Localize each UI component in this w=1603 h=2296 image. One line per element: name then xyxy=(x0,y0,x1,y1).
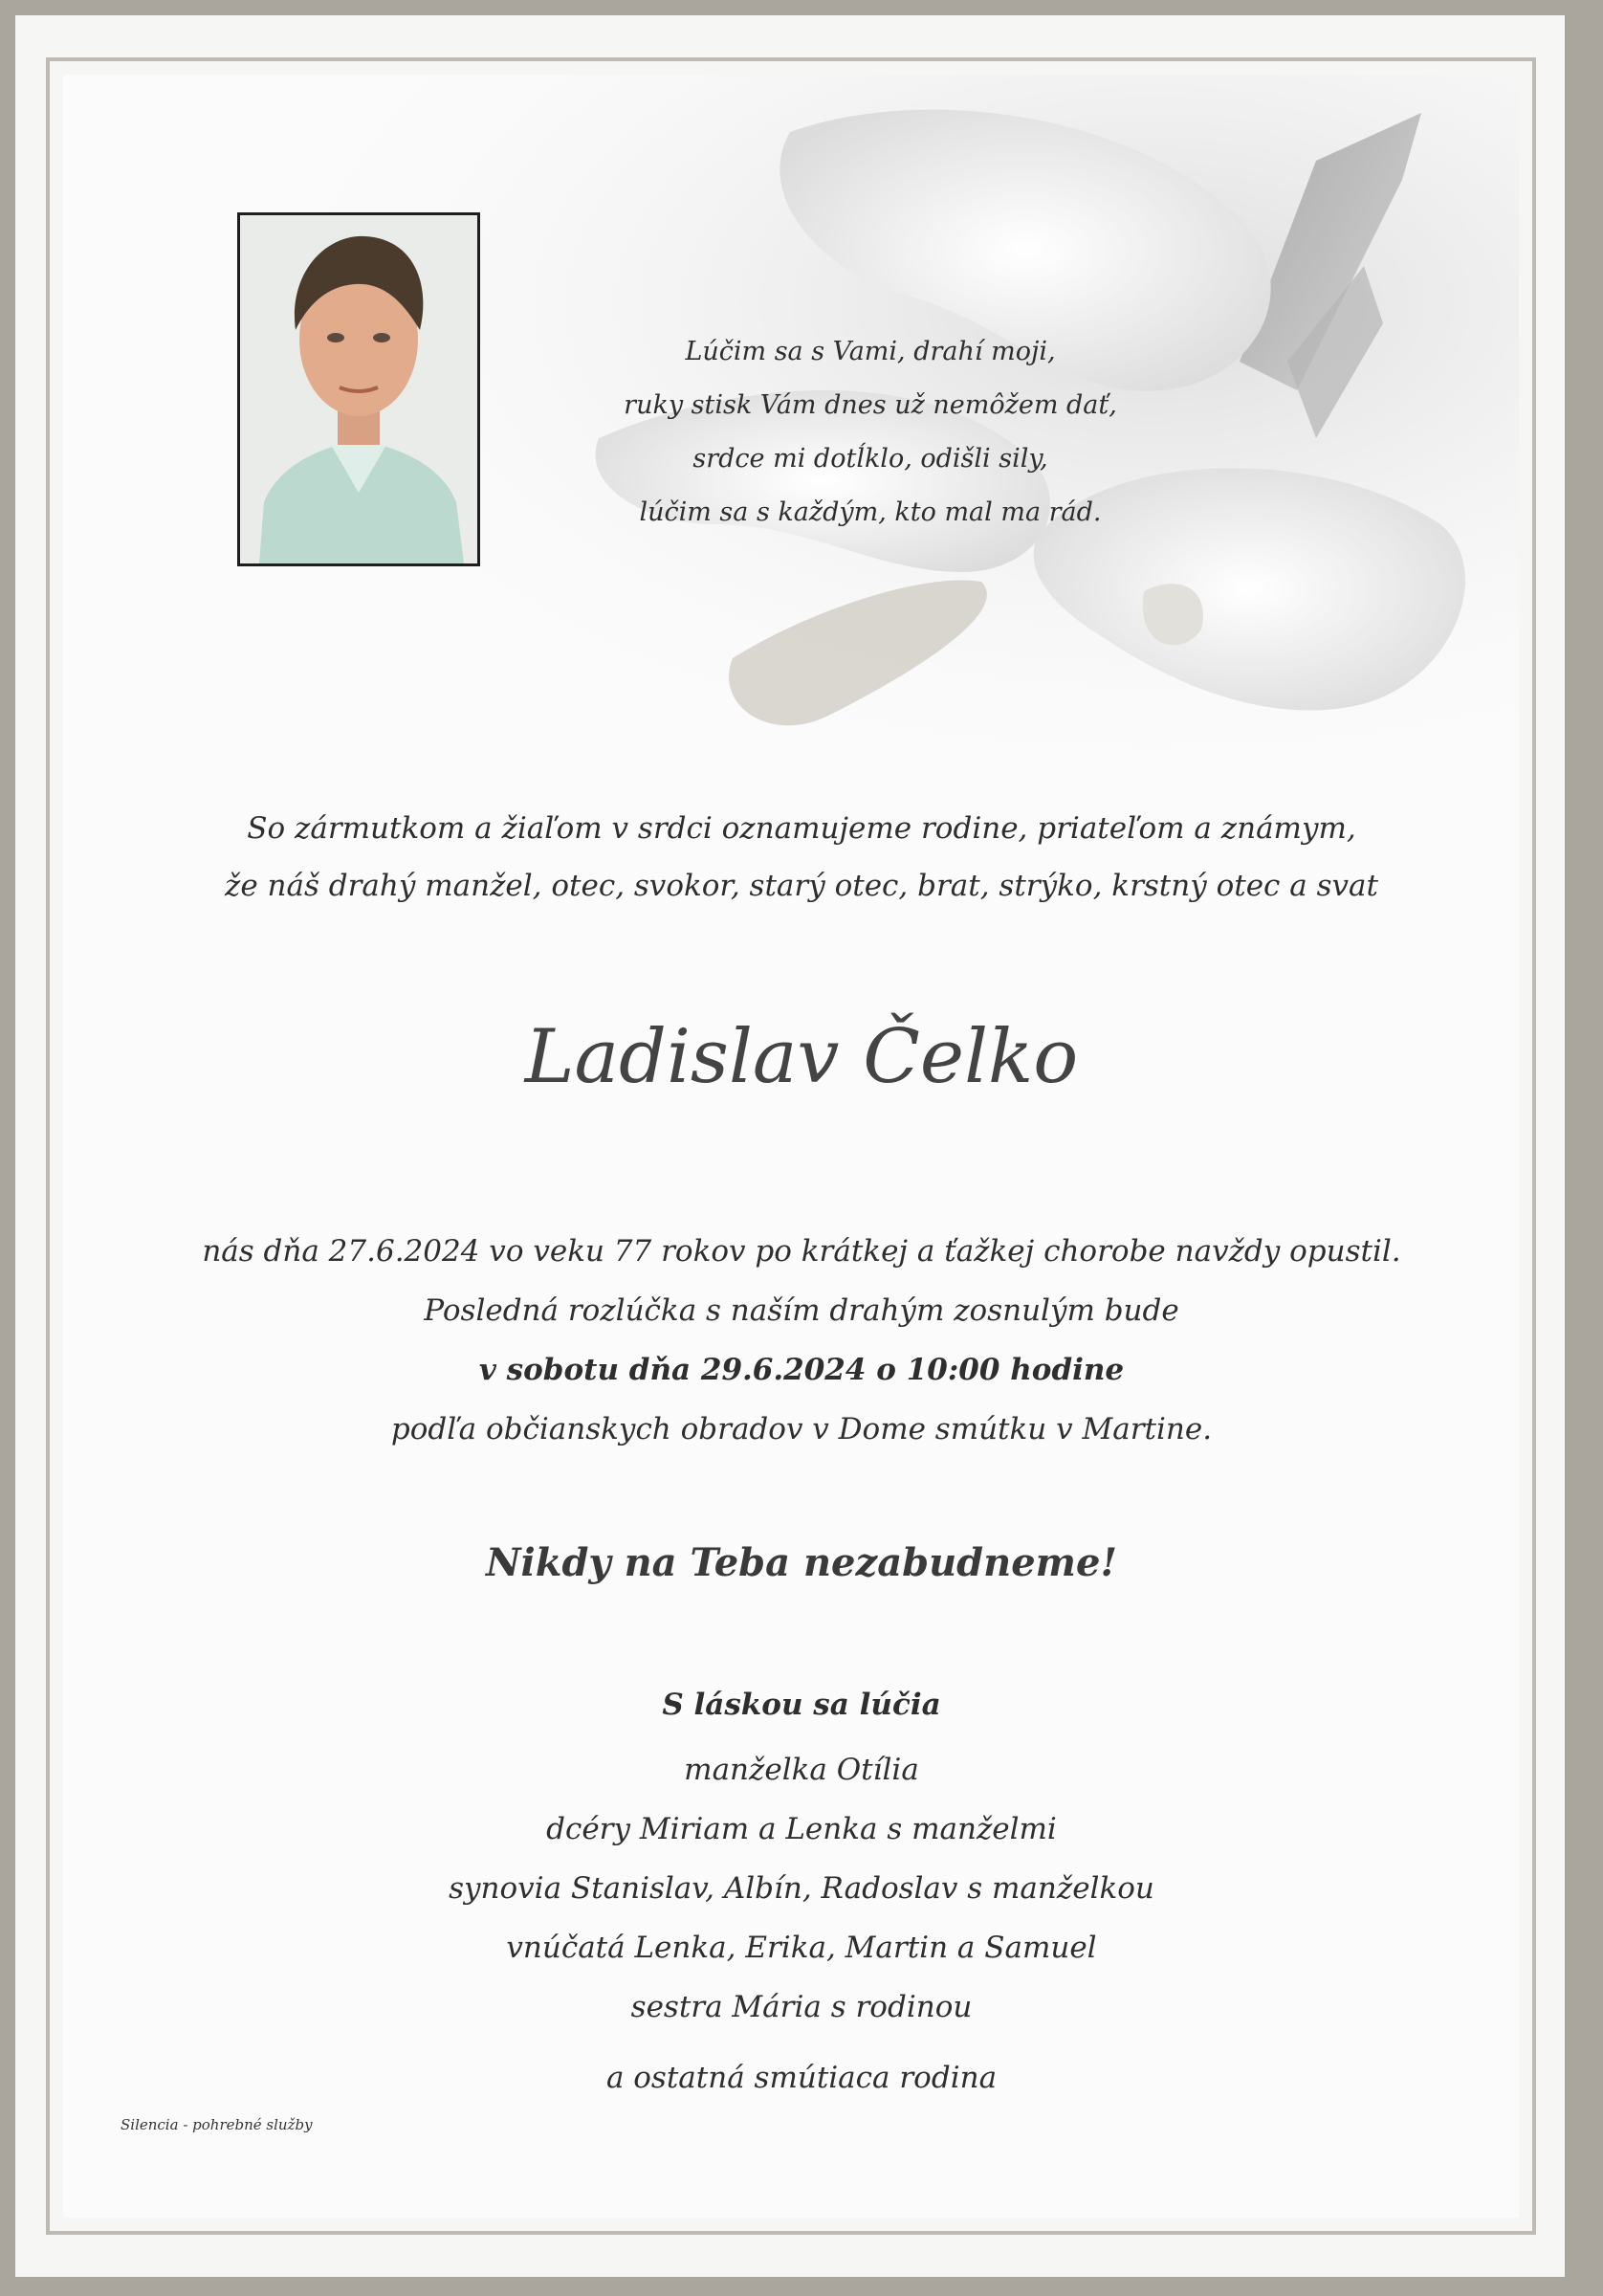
details-line: podľa občianskych obradov v Dome smútku v Martine. xyxy=(390,1412,1213,1446)
farewell-line: dcéry Miriam a Lenka s manželmi xyxy=(546,1812,1057,1846)
intro-line: že náš drahý manžel, otec, svokor, starý otec, brat, strýko, krstný otec a svat xyxy=(225,869,1378,903)
poem-line: ruky stisk Vám dnes už nemôžem dať, xyxy=(624,390,1117,420)
poem-line: srdce mi dotĺklo, odišli sily, xyxy=(692,444,1048,474)
funeral-service-credit: Silencia - pohrebné služby xyxy=(121,2116,313,2133)
details-line: Posledná rozlúčka s naším drahým zosnulým bude xyxy=(424,1293,1179,1328)
farewell-heading: S láskou sa lúčia xyxy=(662,1688,941,1722)
intro-line: So zármutkom a žiaľom v srdci oznamujeme rodine, priateľom a známym, xyxy=(247,811,1356,846)
ceremony-date: v sobotu dňa 29.6.2024 o 10:00 hodine xyxy=(478,1353,1125,1387)
farewell-line: vnúčatá Lenka, Erika, Martin a Samuel xyxy=(506,1931,1097,1965)
farewell-line: a ostatná smútiaca rodina xyxy=(605,2061,998,2095)
farewell-line: synovia Stanislav, Albín, Radoslav s manželkou xyxy=(449,1871,1154,1906)
motto: Nikdy na Teba nezabudneme! xyxy=(485,1540,1118,1585)
deceased-name: Ladislav Čelko xyxy=(524,1014,1079,1100)
details-line: nás dňa 27.6.2024 vo veku 77 rokov po krátkej a ťažkej chorobe navždy opustil. xyxy=(202,1234,1401,1269)
poem-line: lúčim sa s každým, kto mal ma rád. xyxy=(639,497,1102,527)
poem-line: Lúčim sa s Vami, drahí moji, xyxy=(685,337,1056,366)
farewell-line: sestra Mária s rodinou xyxy=(630,1990,973,2024)
farewell-line: manželka Otília xyxy=(684,1753,919,1787)
